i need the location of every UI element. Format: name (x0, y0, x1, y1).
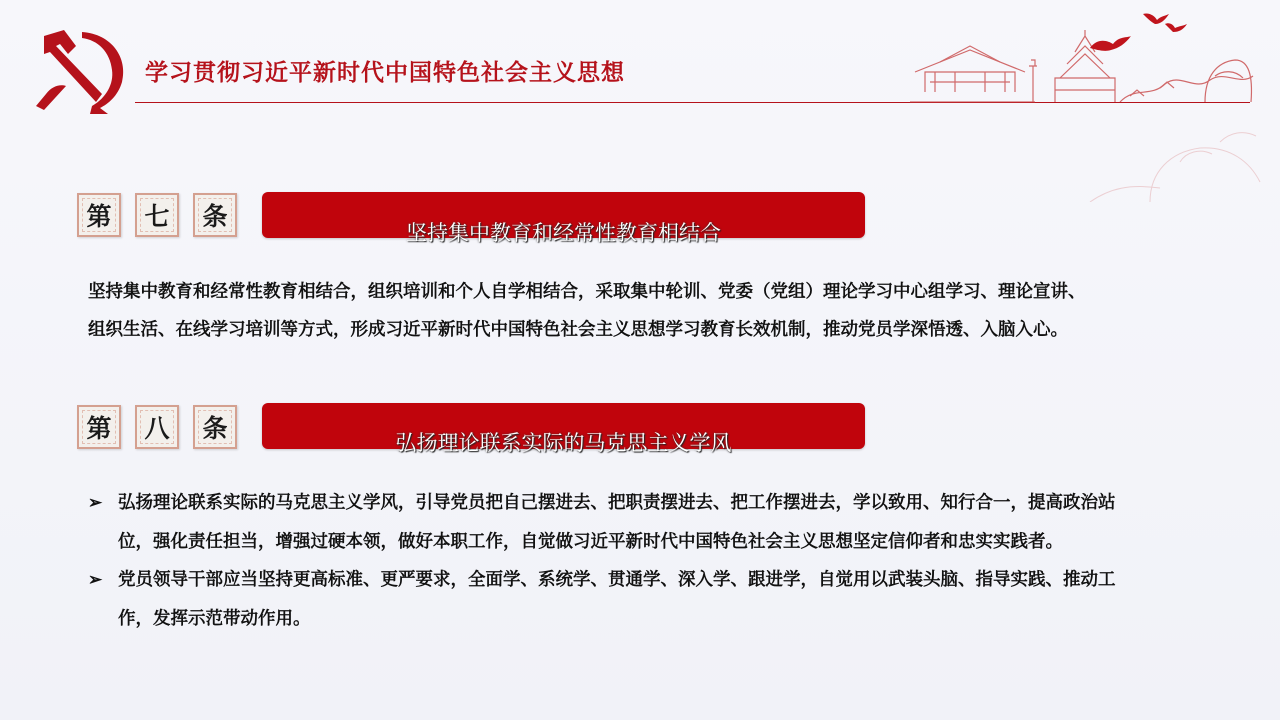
article-tile: 条 (193, 193, 237, 237)
list-item (88, 484, 1128, 561)
list-item-text: 弘扬理论联系实际的马克思主义学风，引导党员把自己摆进去、把职责摆进去、把工作摆进去，学以致用、知行合一，提高政治站位，强化责任担当，增强过硬本领，做好本职工作，自觉做习近平新时代中国特色社会主义思想坚定信仰者和忠实实践者。 (118, 493, 1116, 552)
article-number-tiles (77, 405, 237, 449)
bullet-list (88, 484, 1128, 638)
section-paragraph: 坚持集中教育和经常性教育相结合，组织培训和个人自学相结合，采取集中轮训、党委（党组）理论学习中心组学习、理论宣讲、组织生活、在线学习培训等方式，形成习近平新时代中国特色社会主义思想学习教育长效机制，推动党员学深悟透、入脑入心。 (88, 282, 1086, 340)
header (0, 0, 1280, 120)
article-tile: 第 (77, 405, 121, 449)
section-banner-text: 弘扬理论联系实际的马克思主义学风 (395, 431, 732, 455)
arrow-bullet-icon: ➢ (88, 493, 103, 513)
article-tile: 七 (135, 193, 179, 237)
article-tile: 第 (77, 193, 121, 237)
page-title: 学习贯彻习近平新时代中国特色社会主义思想 (145, 59, 625, 86)
list-item-text: 党员领导干部应当坚持更高标准、更严要求，全面学、系统学、贯通学、深入学、跟进学，自觉用以武装头脑、指导实践、推动工作，发挥示范带动作用。 (118, 570, 1116, 629)
article-tile: 条 (193, 405, 237, 449)
section-banner (262, 403, 865, 455)
section-banner-text: 坚持集中教育和经常性教育相结合 (406, 221, 721, 245)
decorative-figure-illustration (1030, 112, 1270, 202)
list-item (88, 561, 1128, 638)
arrow-bullet-icon: ➢ (88, 570, 103, 590)
hammer-sickle-icon (30, 28, 130, 114)
article-tile: 八 (135, 405, 179, 449)
section-banner (262, 192, 865, 245)
landmarks-illustration (905, 6, 1255, 104)
article-number-tiles (77, 193, 237, 237)
